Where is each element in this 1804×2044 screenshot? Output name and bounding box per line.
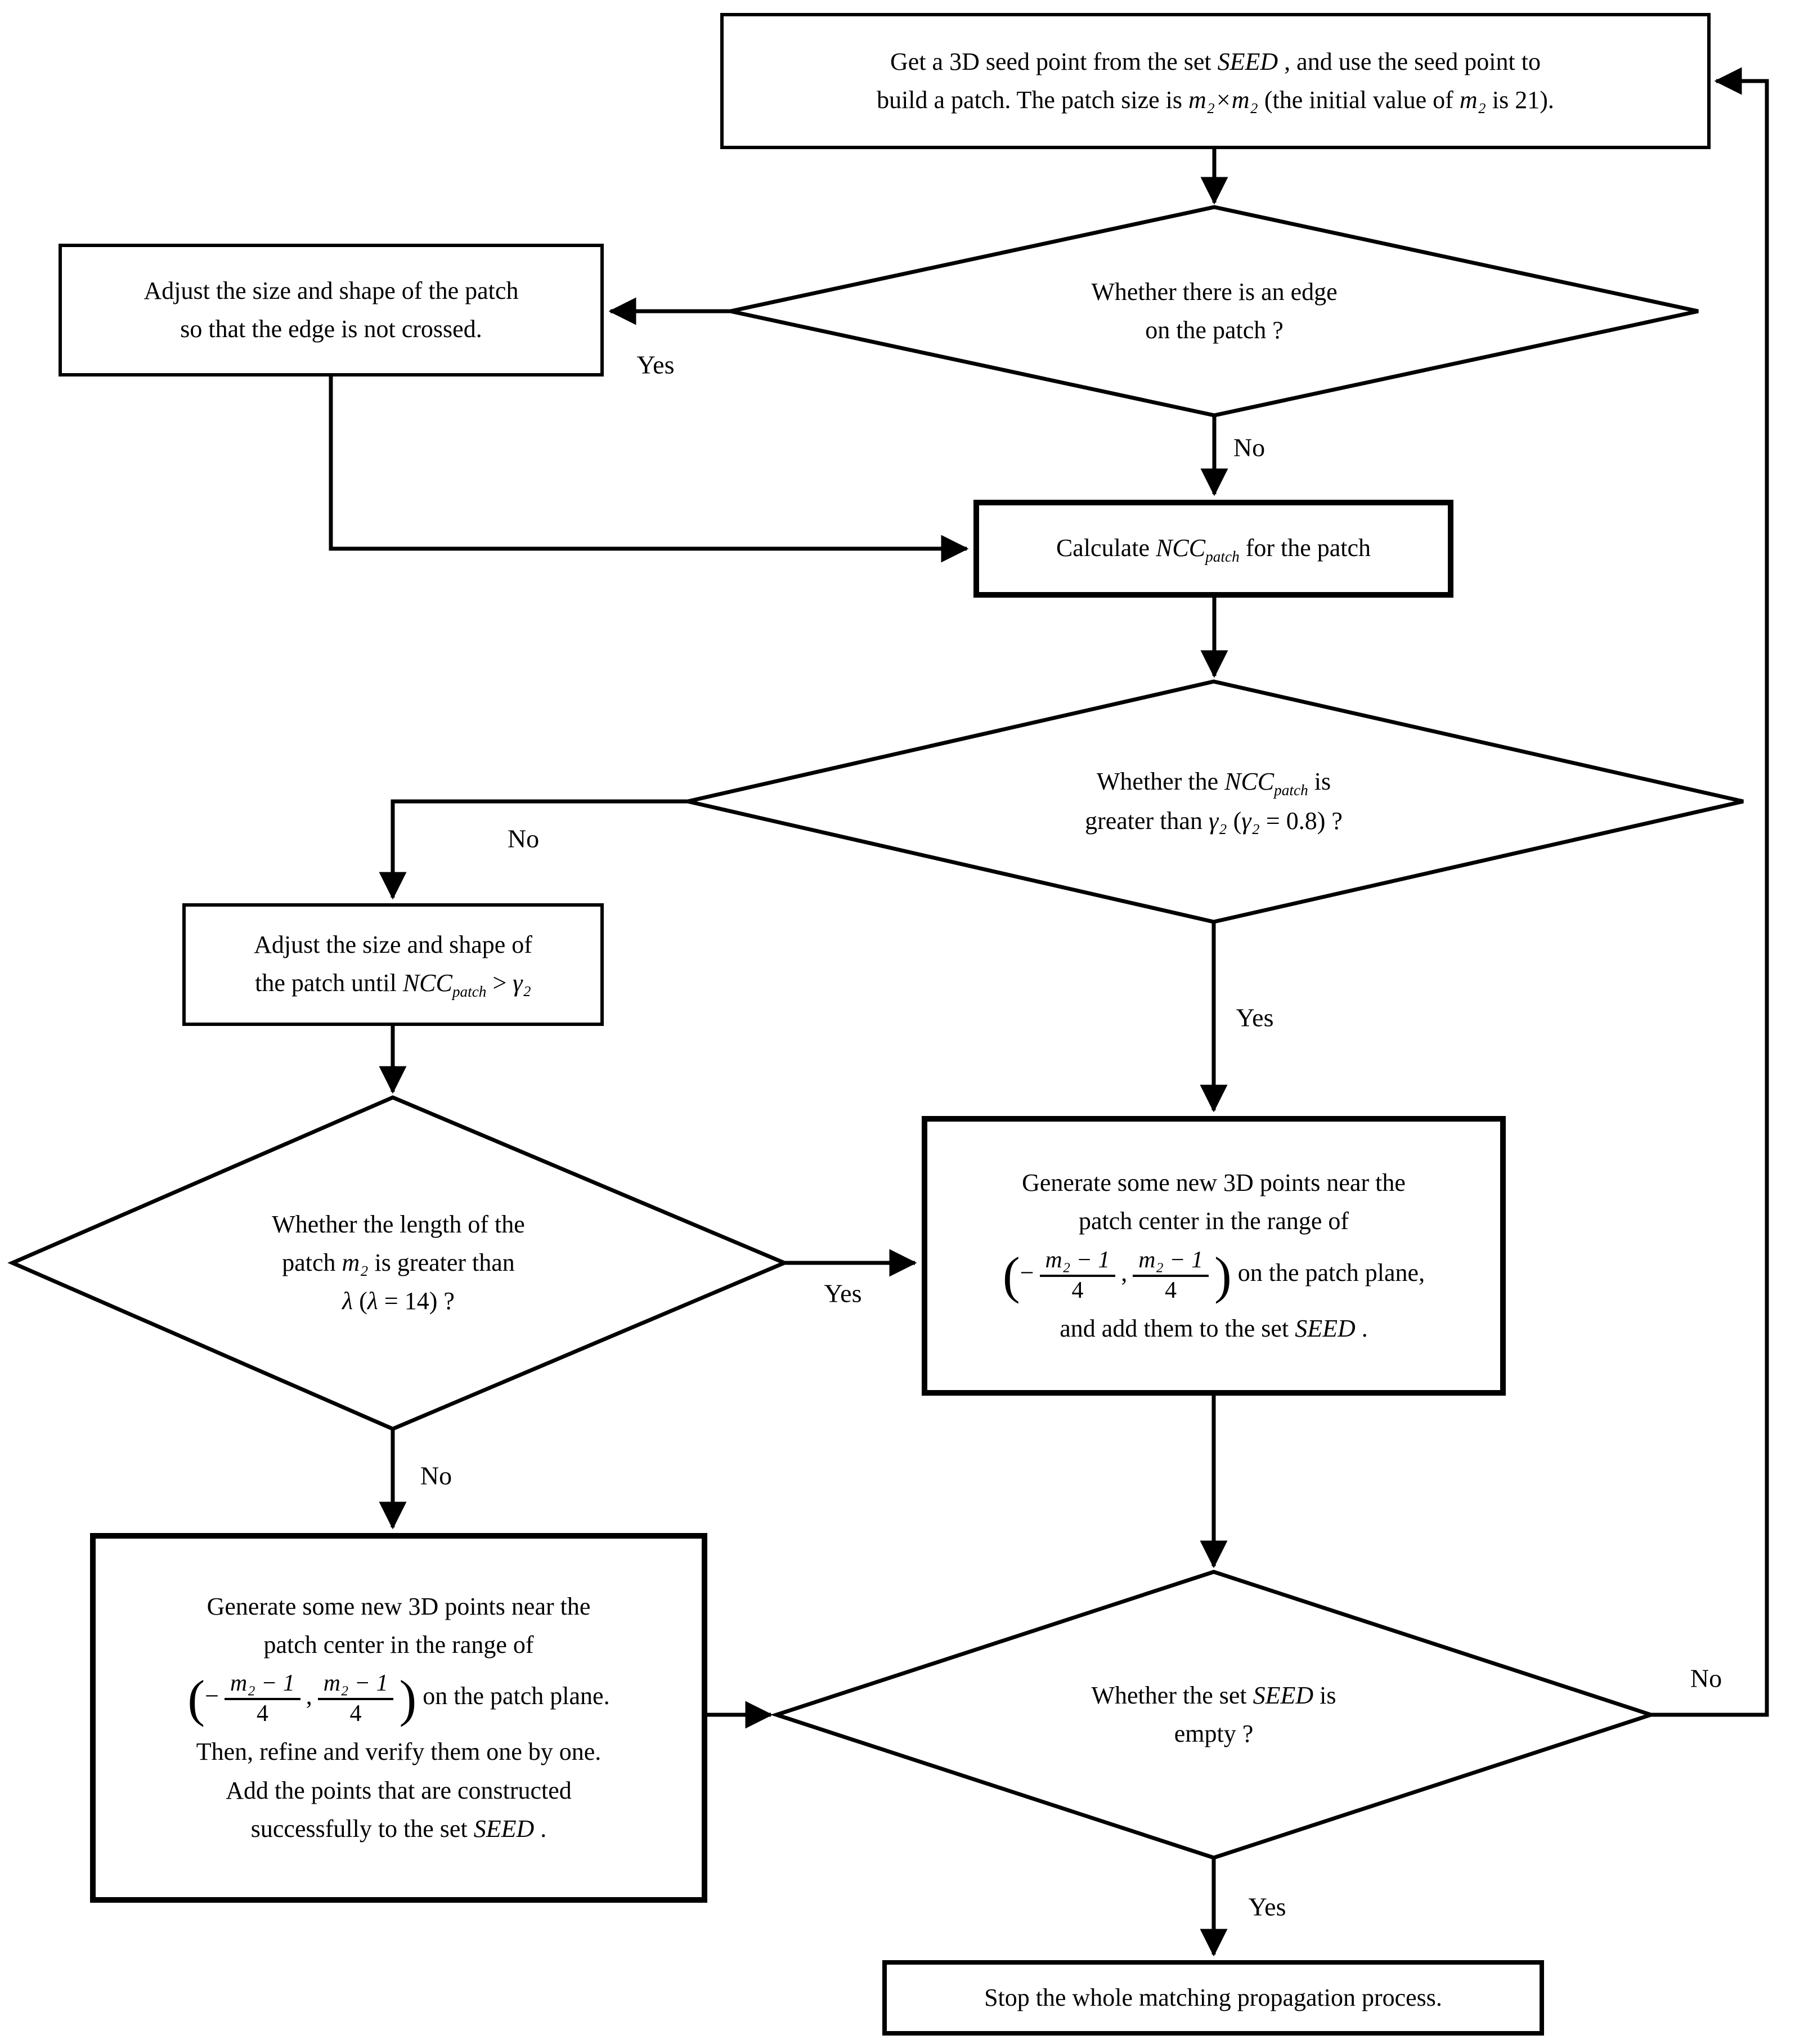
label-ncc-no: No xyxy=(507,824,540,853)
edge-decision-text xyxy=(961,244,1468,379)
ncc-decision-line2 xyxy=(1085,802,1343,840)
text-run: . xyxy=(534,1814,547,1843)
patch-size-symbol: m₂×m₂ xyxy=(1188,86,1258,114)
text-run: is greater than xyxy=(368,1248,515,1276)
m2-symbol: m₂ xyxy=(1459,86,1486,114)
ncc-symbol: NCC xyxy=(1224,767,1275,795)
text-run: build a patch. The patch size is xyxy=(877,86,1188,114)
fraction-numerator: m₂ − 1 xyxy=(1133,1247,1209,1277)
ncc-subscript: patch xyxy=(1205,548,1240,565)
text-run: the patch until xyxy=(255,969,403,997)
edge-decision-line1 xyxy=(1091,273,1337,311)
text-run: Then, refine and verify them one by one. xyxy=(196,1738,602,1766)
range-fraction xyxy=(225,1670,300,1727)
text-run: Whether the length of the xyxy=(272,1210,525,1238)
generate-refine-points-box xyxy=(90,1533,707,1903)
close-paren: ) xyxy=(399,1670,417,1728)
range-fraction xyxy=(1040,1247,1116,1304)
text-run: Whether the set xyxy=(1091,1681,1253,1709)
text-run: ( xyxy=(1227,806,1242,835)
seed-box-line1 xyxy=(890,43,1541,81)
ncc-symbol: NCC xyxy=(1156,534,1206,562)
range-fraction xyxy=(318,1670,394,1727)
ncc-subscript: patch xyxy=(1274,781,1308,799)
calc-box-text xyxy=(1056,529,1371,568)
empty-decision-text xyxy=(961,1630,1467,1799)
text-run: patch center in the range of xyxy=(1078,1207,1349,1235)
label-length-no: No xyxy=(420,1461,452,1490)
length-decision-line2 xyxy=(282,1244,515,1282)
gamma2-symbol: γ₂ xyxy=(513,969,531,997)
gen-seed-line4 xyxy=(1060,1310,1367,1348)
gen-seed-line1 xyxy=(1022,1164,1406,1202)
adjust-ncc-line1 xyxy=(254,926,532,964)
fraction-numerator: m₂ − 1 xyxy=(225,1670,300,1700)
gamma2-symbol: γ₂ xyxy=(1241,806,1260,835)
label-ncc-yes: Yes xyxy=(1236,1003,1274,1032)
fraction-numerator: m₂ − 1 xyxy=(1040,1247,1116,1277)
adjust-ncc-line2 xyxy=(255,964,531,1003)
gen-refine-line1 xyxy=(207,1588,591,1626)
text-run: Adjust the size and shape of xyxy=(254,930,532,958)
comma: , xyxy=(306,1682,312,1710)
text-run: Get a 3D seed point from the set xyxy=(890,47,1218,75)
seed-box-line2 xyxy=(877,81,1554,119)
label-length-yes: Yes xyxy=(824,1279,862,1308)
label-edge-yes: Yes xyxy=(636,350,675,379)
ncc-symbol: NCC xyxy=(402,969,452,997)
edge-decision-line2 xyxy=(1145,311,1284,349)
fraction-numerator: m₂ − 1 xyxy=(318,1670,394,1700)
text-run: is 21). xyxy=(1486,86,1554,114)
text-run: and add them to the set xyxy=(1060,1314,1295,1342)
open-paren: ( xyxy=(187,1670,205,1728)
ncc-decision-line1 xyxy=(1097,763,1331,802)
connector-adjust-to-calc xyxy=(331,376,967,549)
close-paren: ) xyxy=(1214,1246,1232,1304)
ncc-subscript: patch xyxy=(452,983,487,1000)
text-run: Stop the whole matching propagation process. xyxy=(984,1983,1442,2011)
gen-refine-line6 xyxy=(251,1810,546,1848)
fraction-denominator: 4 xyxy=(1071,1277,1084,1303)
text-run: ) ? xyxy=(1317,806,1343,835)
text-run: is xyxy=(1308,767,1331,795)
text-run: , and use the seed point to xyxy=(1278,47,1541,75)
seed-set-ref: SEED xyxy=(473,1814,535,1843)
gamma2-symbol: γ₂ xyxy=(1208,806,1227,835)
adjust-edge-line2 xyxy=(180,310,482,348)
empty-decision-line1 xyxy=(1092,1677,1336,1715)
length-decision-line3 xyxy=(342,1282,455,1320)
gen-refine-range-expression xyxy=(187,1670,609,1727)
stop-box-text xyxy=(984,1979,1442,2017)
comma: , xyxy=(1121,1258,1128,1287)
text-run: on the patch ? xyxy=(1145,316,1284,344)
seed-set-ref: SEED xyxy=(1295,1314,1356,1342)
text-run: patch xyxy=(282,1248,342,1276)
text-run: Calculate xyxy=(1056,534,1156,562)
gen-seed-line2 xyxy=(1079,1202,1349,1240)
text-run: greater than xyxy=(1085,806,1209,835)
minus-sign: − xyxy=(1020,1258,1034,1287)
text-run: successfully to the set xyxy=(250,1814,474,1843)
connector-ncc-no-to-adjust xyxy=(393,801,688,898)
gen-seed-range-expression xyxy=(1003,1247,1425,1304)
fraction-denominator: 4 xyxy=(1165,1277,1177,1303)
adjust-patch-ncc-box xyxy=(182,903,604,1026)
text-run: = 0.8 xyxy=(1259,806,1317,835)
text-run: > xyxy=(486,969,513,997)
text-run: Whether the xyxy=(1096,767,1225,795)
generate-seed-points-box xyxy=(922,1116,1506,1396)
fraction-denominator: 4 xyxy=(256,1701,268,1727)
text-run: for the patch xyxy=(1239,534,1371,562)
text-run: Generate some new 3D points near the xyxy=(1022,1169,1406,1197)
stop-process-box xyxy=(882,1960,1544,2036)
gen-refine-line5 xyxy=(226,1772,572,1810)
minus-sign: − xyxy=(205,1682,219,1710)
text-run: is xyxy=(1313,1681,1336,1709)
lambda-symbol: λ xyxy=(367,1287,378,1315)
seed-set-ref: SEED xyxy=(1253,1681,1314,1709)
length-decision-line1 xyxy=(272,1205,525,1244)
open-paren: ( xyxy=(1002,1246,1020,1304)
label-empty-no: No xyxy=(1690,1664,1722,1693)
text-run: so that the edge is not crossed. xyxy=(180,315,482,343)
gen-refine-line2 xyxy=(263,1626,533,1664)
seed-set-ref: SEED xyxy=(1217,47,1278,75)
ncc-decision-text xyxy=(932,717,1495,886)
gen-refine-line4 xyxy=(196,1733,602,1771)
text-run: on the patch plane. xyxy=(416,1682,610,1710)
label-empty-yes: Yes xyxy=(1248,1892,1286,1921)
length-decision-text xyxy=(173,1145,623,1381)
connector-empty-no-loop-to-seed xyxy=(1651,81,1767,1715)
fraction-denominator: 4 xyxy=(349,1701,362,1727)
text-run: = 14 xyxy=(378,1287,429,1315)
text-run: ( xyxy=(353,1287,367,1315)
range-fraction xyxy=(1133,1247,1209,1304)
label-edge-no: No xyxy=(1233,433,1266,462)
text-run: ) ? xyxy=(429,1287,455,1315)
text-run: (the initial value of xyxy=(1258,86,1460,114)
lambda-symbol: λ xyxy=(342,1287,353,1315)
empty-decision-line2 xyxy=(1174,1715,1254,1753)
get-seed-point-box xyxy=(720,13,1711,149)
text-run: . xyxy=(1355,1314,1368,1342)
text-run: on the patch plane, xyxy=(1231,1258,1425,1287)
text-run: empty ? xyxy=(1174,1720,1254,1747)
text-run: Adjust the size and shape of the patch xyxy=(143,276,519,304)
calculate-ncc-box xyxy=(973,500,1453,598)
text-run: patch center in the range of xyxy=(263,1631,534,1659)
text-run: Generate some new 3D points near the xyxy=(207,1592,591,1620)
text-run: Add the points that are constructed xyxy=(226,1776,572,1804)
adjust-edge-line1 xyxy=(144,272,519,310)
m2-symbol: m₂ xyxy=(342,1248,369,1276)
adjust-patch-edge-box xyxy=(59,244,604,376)
text-run: Whether there is an edge xyxy=(1091,277,1338,306)
